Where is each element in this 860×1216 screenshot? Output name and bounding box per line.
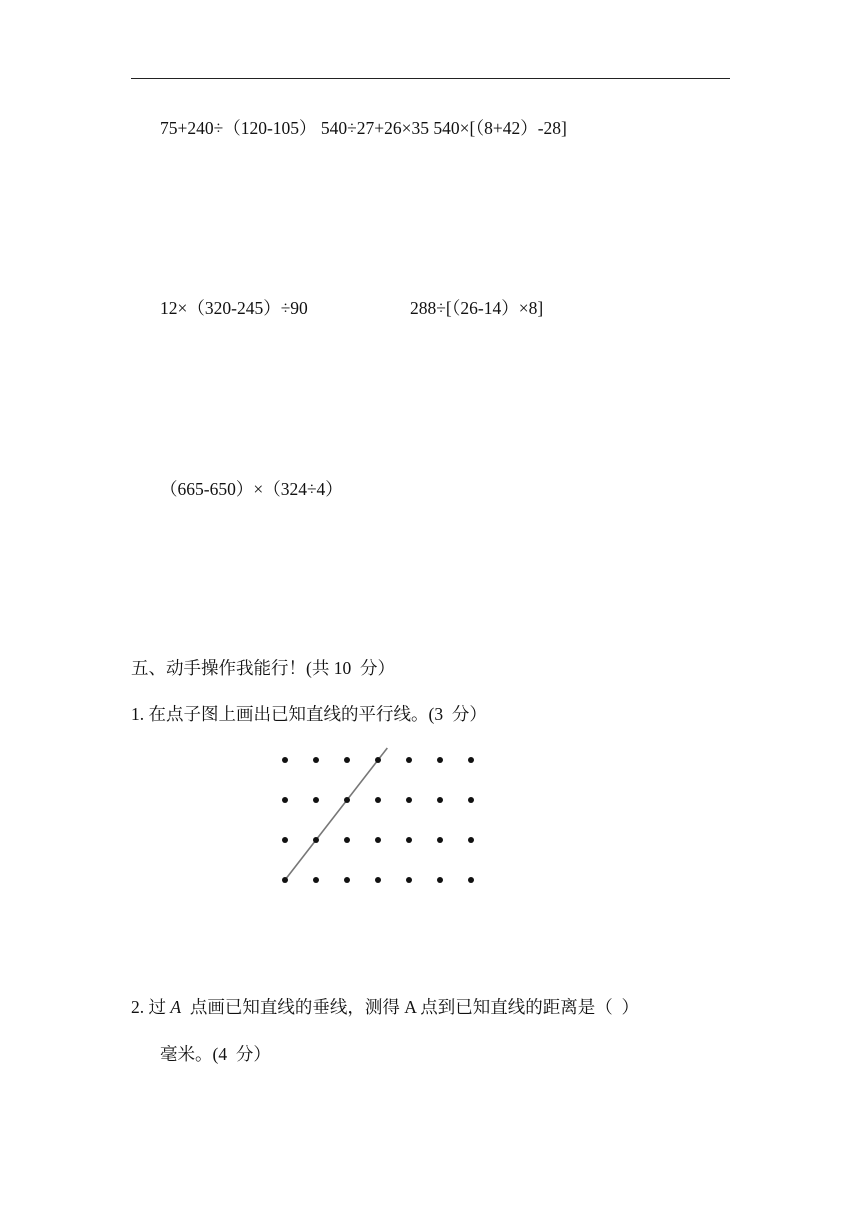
grid-dot xyxy=(437,757,443,763)
grid-dot xyxy=(282,757,288,763)
grid-dot xyxy=(375,797,381,803)
grid-dot xyxy=(437,877,443,883)
question-1-text: 1. 在点子图上画出已知直线的平行线。(3 分） xyxy=(131,704,487,724)
expression-row-2-b: 288÷[（26-14）×8] xyxy=(410,298,544,318)
grid-dot xyxy=(313,877,319,883)
grid-dot xyxy=(344,877,350,883)
grid-dot xyxy=(406,877,412,883)
grid-dot xyxy=(344,837,350,843)
question-2-line-1 xyxy=(131,996,639,1018)
grid-dot xyxy=(406,797,412,803)
grid-dot xyxy=(468,837,474,843)
grid-dot xyxy=(437,797,443,803)
question-2-prefix: 2. 过 xyxy=(131,997,171,1017)
question-2-rest: 点画已知直线的垂线，测得 A 点到已知直线的距离是（ ） xyxy=(181,997,639,1017)
section-5-heading: 五、动手操作我能行！(共 10 分） xyxy=(131,658,395,678)
grid-dot xyxy=(313,797,319,803)
top-rule xyxy=(131,78,730,79)
grid-dot xyxy=(344,757,350,763)
grid-dot xyxy=(406,757,412,763)
grid-dot xyxy=(344,797,350,803)
grid-dot xyxy=(468,757,474,763)
point-a-label: A xyxy=(170,997,182,1017)
given-line xyxy=(283,748,387,882)
grid-dot xyxy=(375,837,381,843)
expression-row-1: 75+240÷（120-105） 540÷27+26×35 540×[（8+42）-28] xyxy=(160,118,567,138)
expression-row-3: （665-650）×（324÷4） xyxy=(160,479,343,499)
grid-dot xyxy=(437,837,443,843)
expression-row-2-a: 12×（320-245）÷90 xyxy=(160,298,308,318)
grid-dot xyxy=(282,797,288,803)
grid-dot xyxy=(282,837,288,843)
dot-group xyxy=(282,757,474,883)
grid-dot xyxy=(375,877,381,883)
grid-dot xyxy=(313,757,319,763)
dot-grid-figure xyxy=(270,740,490,900)
grid-dot xyxy=(313,837,319,843)
question-2-line-2: 毫米。(4 分） xyxy=(160,1044,271,1064)
grid-dot xyxy=(406,837,412,843)
grid-dot xyxy=(375,757,381,763)
grid-dot xyxy=(282,877,288,883)
grid-dot xyxy=(468,797,474,803)
grid-dot xyxy=(468,877,474,883)
